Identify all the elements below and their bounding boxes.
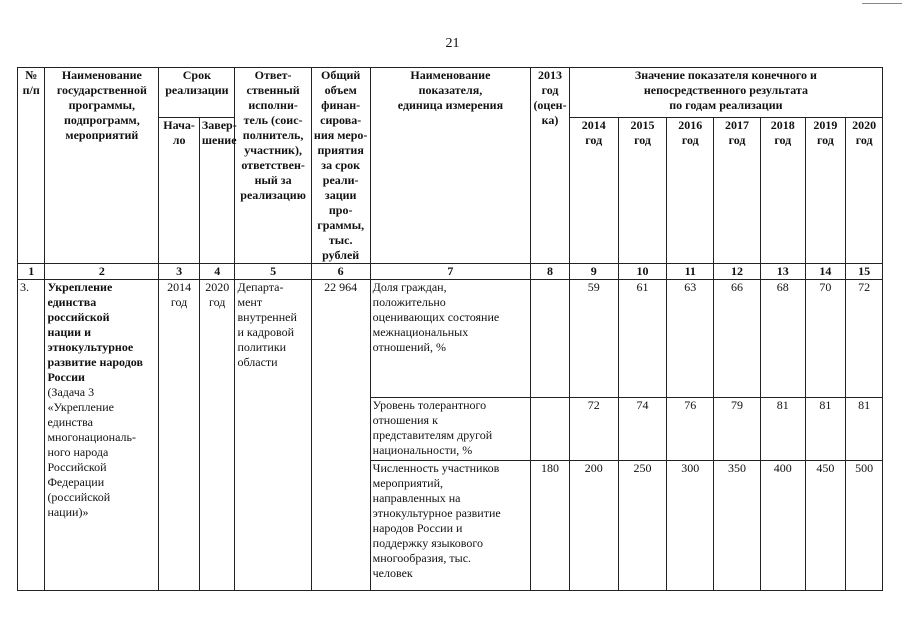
header-year: 2016 год [667,118,714,264]
header-col-2013: 2013 год (оцен- ка) [531,68,570,264]
header-term-end: Завер- шение [199,118,235,264]
indicator-value: 350 [714,461,761,591]
indicators-table [17,67,883,591]
header-year: 2020 год [846,118,883,264]
term-end: 2020 год [199,280,235,591]
header-year: 2019 год [805,118,846,264]
program-task: (Задача 3 «Укрепление единства многонациональ- ного народа Российской Федерации (российской нации)» [47,385,136,519]
column-number: 3 [159,264,200,280]
header-col-term: Срок реализации [159,68,235,118]
header-col-indicator: Наименование показателя, единица измерения [370,68,531,264]
header-year: 2014 год [569,118,618,264]
indicator-value: 500 [846,461,883,591]
indicator-value: 61 [618,280,667,398]
indicator-value: 59 [569,280,618,398]
indicator-value: 68 [760,280,805,398]
indicator-value: 72 [846,280,883,398]
responsible: Департа- мент внутренней и кадровой политики области [235,280,311,591]
row-number: 3. [18,280,45,591]
page-number: 21 [445,36,460,51]
indicator-value: 66 [714,280,761,398]
column-number: 5 [235,264,311,280]
indicator-value: 81 [846,398,883,461]
column-number: 6 [311,264,370,280]
table-row [18,280,883,398]
indicator-value: 70 [805,280,846,398]
indicator-value: 79 [714,398,761,461]
term-start: 2014 год [159,280,200,591]
top-edge-mark [862,3,902,4]
header-col-num: № п/п [18,68,45,264]
column-number: 2 [45,264,159,280]
header-term-start: Нача- ло [159,118,200,264]
header-year: 2015 год [618,118,667,264]
column-number: 11 [667,264,714,280]
header-year: 2018 год [760,118,805,264]
column-number: 13 [760,264,805,280]
indicator-name: Уровень толерантного отношения к представителям другой национальности, % [370,398,531,461]
program-name: Укрепление единства российской нации и этнокультурное развитие народов России [47,280,143,384]
column-number: 14 [805,264,846,280]
indicator-2013 [531,398,570,461]
indicator-2013: 180 [531,461,570,591]
program-cell [45,280,159,591]
indicator-value: 400 [760,461,805,591]
column-number: 15 [846,264,883,280]
indicator-name: Численность участников мероприятий, направленных на этнокультурное развитие народов России и поддержку языкового многообразия, тыс. человек [370,461,531,591]
indicator-value: 250 [618,461,667,591]
header-row [18,68,883,118]
header-year: 2017 год [714,118,761,264]
indicator-value: 200 [569,461,618,591]
indicator-value: 72 [569,398,618,461]
indicator-value: 74 [618,398,667,461]
indicator-value: 81 [805,398,846,461]
header-col-values: Значение показателя конечного и непосредственного результата по годам реализации [569,68,882,118]
indicator-value: 81 [760,398,805,461]
column-number: 10 [618,264,667,280]
column-number: 4 [199,264,235,280]
column-number: 7 [370,264,531,280]
indicator-value: 450 [805,461,846,591]
indicator-name: Доля граждан, положительно оценивающих состояние межнациональных отношений, % [370,280,531,398]
column-numbers-row [18,264,883,280]
indicator-2013 [531,280,570,398]
indicator-value: 300 [667,461,714,591]
header-col-program: Наименование государственной программы, подпрограмм, мероприятий [45,68,159,264]
header-col-funding: Общий объем финан- сирова- ния меро- приятия за срок реали- зации про- граммы, тыс. рублей [311,68,370,264]
column-number: 9 [569,264,618,280]
column-number: 8 [531,264,570,280]
indicator-value: 76 [667,398,714,461]
column-number: 1 [18,264,45,280]
funding-amount: 22 964 [311,280,370,591]
column-number: 12 [714,264,761,280]
header-col-responsible: Ответ- ственный исполни- тель (соис- полнитель, участник), ответствен- ный за реализацию [235,68,311,264]
indicator-value: 63 [667,280,714,398]
